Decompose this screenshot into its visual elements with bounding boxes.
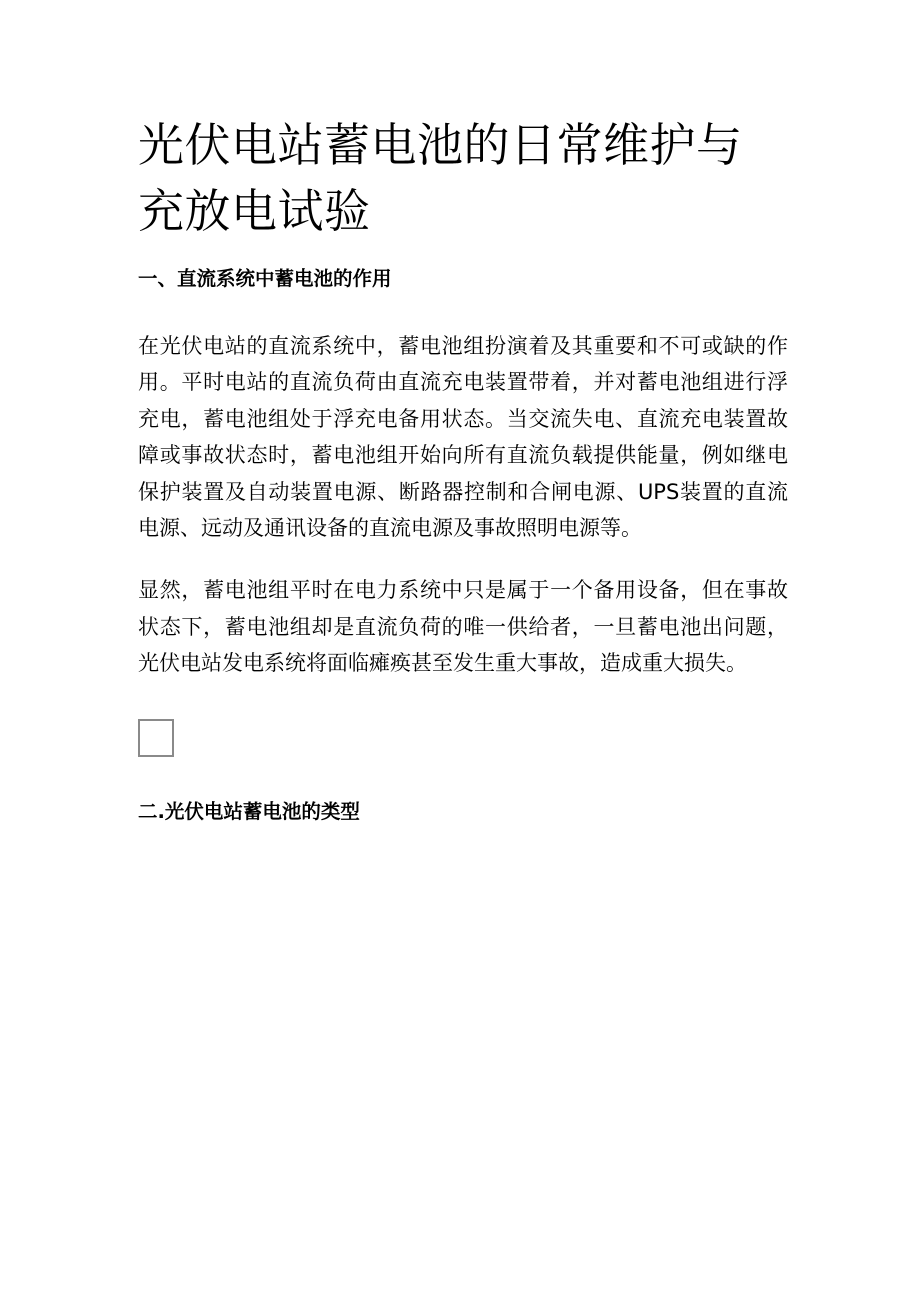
paragraph-battery-importance: 显然，蓄电池组平时在电力系统中只是属于一个备用设备，但在事故状态下，蓄电池组却是直流负荷的唯一供给者，一旦蓄电池出问题，光伏电站发电系统将面临瘫痪甚至发生重大事故，造成重大损失。: [138, 578, 788, 676]
document-title: 光伏电站蓄电池的日常维护与充放电试验: [138, 118, 743, 238]
paragraph-dc-system-role: 在光伏电站的直流系统中，蓄电池组扮演着及其重要和不可或缺的作用。平时电站的直流负荷由直流充电装置带着，并对蓄电池组进行浮充电，蓄电池组处于浮充电备用状态。当交流失电、直流充电装置故障或事故状态时，蓄电池组开始向所有直流负载提供能量，例如继电保护装置及自动装置电源、断路器控制和合闸电源、UPS装置的直流电源、远动及通讯设备的直流电源及事故照明电源等。: [138, 334, 788, 541]
section-heading-1: 一、直流系统中蓄电池的作用: [138, 267, 392, 290]
image-placeholder: [138, 719, 174, 757]
document-page: [138, 112, 788, 827]
section-heading-2: 二.光伏电站蓄电池的类型: [138, 799, 360, 823]
